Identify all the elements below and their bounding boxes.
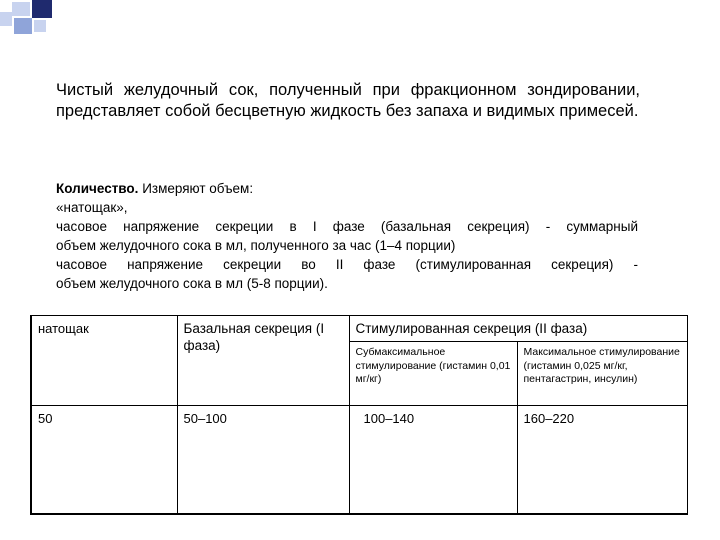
quantity-heading — [56, 179, 638, 198]
intro-paragraph: Чистый желудочный сок, полученный при фракционном зондировании, представляет собой бесцветную жидкость без запаха и видимых примесей. — [56, 81, 640, 120]
header-fasting: натощак — [31, 316, 177, 406]
value-submaximal: 100–140 — [349, 406, 517, 515]
quantity-intro: Измеряют объем: — [138, 181, 254, 196]
secretion-table — [30, 315, 688, 515]
table-header-row — [31, 316, 687, 342]
phase1-line-cont: объем желудочного сока в мл, полученного за час (1–4 порции) — [56, 238, 456, 253]
header-maximal: Максимальное стимулирование (гистамин 0,025 мг/кг, пентагастрин, инсулин) — [517, 342, 687, 406]
phase1-line: часовое напряжение секреции в I фазе (базальная секреция) - суммарный — [56, 219, 638, 234]
header-basal: Базальная секреция (I фаза) — [177, 316, 349, 406]
corner-square — [34, 20, 46, 32]
value-maximal: 160–220 — [517, 406, 687, 515]
quantity-label: Количество. — [56, 181, 139, 196]
corner-square — [32, 0, 52, 18]
corner-square — [0, 12, 12, 26]
corner-square — [12, 2, 30, 16]
value-basal: 50–100 — [177, 406, 349, 515]
quantity-section — [56, 179, 638, 293]
corner-square — [14, 18, 32, 34]
phase2-line-cont: объем желудочного сока в мл (5-8 порции). — [56, 276, 328, 291]
header-stimulated: Стимулированная секреция (II фаза) — [349, 316, 687, 342]
header-submaximal: Субмаксимальное стимулирование (гистамин 0,01 мг/кг) — [349, 342, 517, 406]
value-fasting: 50 — [31, 406, 177, 515]
fasting-line: «натощак», — [56, 200, 128, 215]
table-row — [31, 406, 687, 515]
phase2-line: часовое напряжение секреции во II фазе (стимулированная секреция) - — [56, 257, 638, 272]
